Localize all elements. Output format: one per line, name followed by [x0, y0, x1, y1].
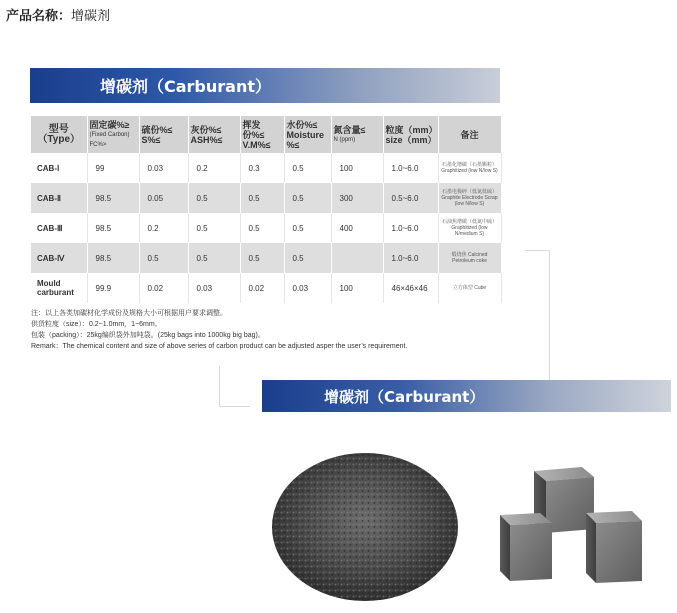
note-line: 注：以上各类加碳材化学成份及规格大小可根据用户要求调整。 [31, 310, 227, 317]
header-type: 型号 （Type） [31, 116, 87, 153]
table-row: CAB-Ⅰ 99 0.03 0.2 0.3 0.5 100 1.0~6.0 石墨化增碳（石墨颗粒） Graphitized (low N/low S) [31, 153, 501, 183]
page-title-value: 增碳剂 [71, 9, 111, 24]
header-fc: 固定碳%≥ (Fixed Carbon) FC%> [87, 116, 139, 153]
table-row: CAB-Ⅲ 98.5 0.2 0.5 0.5 0.5 400 1.0~6.0 石油焦增碳（低氮中硫） Graphitized (low N/medium S) [31, 213, 501, 243]
header-moisture: 水份%≤ Moisture %≤ [284, 116, 331, 153]
section-banner [30, 68, 500, 103]
note-line: Remark：The chemical content and size of above series of carbon product can be adjusted asper the user’s requirement. [31, 343, 408, 350]
connector-line [219, 366, 250, 407]
page-title [6, 5, 110, 24]
granule-pile-image [268, 445, 463, 605]
header-vm: 挥发份%≤ V.M%≤ [240, 116, 284, 153]
spec-table [31, 116, 502, 303]
table-row: Mould carburant 99.9 0.02 0.03 0.02 0.03 100 46×46×46 立方体型 Cube [31, 273, 501, 303]
header-s: 硫份%≤ S%≤ [139, 116, 188, 153]
table-row: CAB-Ⅱ 98.5 0.05 0.5 0.5 0.5 300 0.5~6.0 石墨电极碎（低氮低硫） Graphite Electrode Scrap (low N/low S) [31, 183, 501, 213]
section-banner-secondary [262, 380, 671, 412]
page-title-label: 产品名称： [6, 9, 72, 24]
connector-line [525, 250, 550, 381]
banner2-title: 增碳剂（Carburant） [324, 387, 485, 406]
header-n: 氮含量≤ N (ppm) [331, 116, 383, 153]
header-note: 备注 [438, 116, 501, 153]
header-size: 粒度（mm） size（mm） [383, 116, 438, 153]
table-notes [31, 308, 407, 352]
note-line: 供货粒度（size）：0.2~1.0mm，1~6mm。 [31, 321, 162, 328]
header-ash: 灰份%≤ ASH%≤ [188, 116, 240, 153]
note-line: 包装（packing）：25kg编织袋外加吨袋。(25kg bags into 1000kg big bag)。 [31, 332, 265, 339]
table-row: CAB-Ⅳ 98.5 0.5 0.5 0.5 0.5 1.0~6.0 煅烧焦 Calcined Petroleum coke [31, 243, 501, 273]
banner-title: 增碳剂（Carburant） [100, 77, 272, 96]
carbon-cubes-image [494, 463, 644, 590]
